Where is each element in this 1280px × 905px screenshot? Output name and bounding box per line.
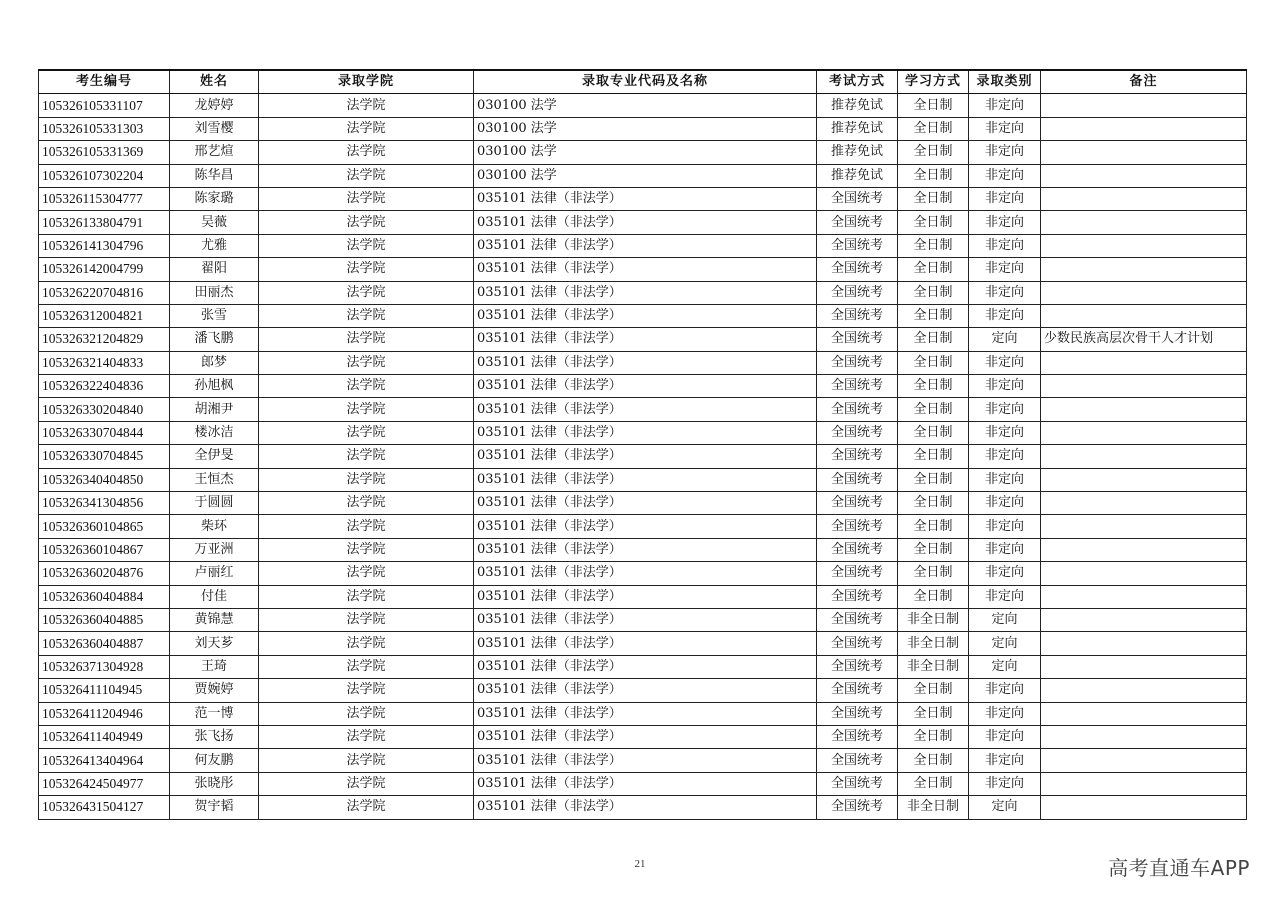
- cell-college: 法学院: [259, 749, 474, 772]
- cell-candidate-id: 105326105331369: [39, 141, 170, 164]
- header-name: 姓名: [170, 70, 259, 94]
- cell-remarks: [1041, 725, 1247, 748]
- cell-major: 035101 法律（非法学）: [474, 445, 817, 468]
- cell-remarks: [1041, 375, 1247, 398]
- admission-table: [38, 69, 1247, 820]
- cell-admission-type: 非定向: [969, 94, 1041, 117]
- cell-name: 贺宇韬: [170, 796, 259, 819]
- cell-study-mode: 全日制: [898, 749, 969, 772]
- table-row: [39, 702, 1247, 725]
- cell-admission-type: 非定向: [969, 375, 1041, 398]
- cell-exam-method: 推荐免试: [817, 141, 898, 164]
- cell-college: 法学院: [259, 492, 474, 515]
- cell-candidate-id: 105326360104865: [39, 515, 170, 538]
- cell-college: 法学院: [259, 117, 474, 140]
- table-row: [39, 608, 1247, 631]
- cell-remarks: [1041, 258, 1247, 281]
- cell-major: 035101 法律（非法学）: [474, 562, 817, 585]
- cell-major: 035101 法律（非法学）: [474, 375, 817, 398]
- cell-exam-method: 全国统考: [817, 304, 898, 327]
- cell-major: 030100 法学: [474, 94, 817, 117]
- cell-admission-type: 非定向: [969, 468, 1041, 491]
- cell-name: 陈华昌: [170, 164, 259, 187]
- cell-admission-type: 非定向: [969, 211, 1041, 234]
- cell-remarks: [1041, 702, 1247, 725]
- cell-admission-type: 非定向: [969, 234, 1041, 257]
- cell-admission-type: 非定向: [969, 187, 1041, 210]
- table-row: [39, 141, 1247, 164]
- cell-study-mode: 全日制: [898, 398, 969, 421]
- header-admission-type: 录取类别: [969, 70, 1041, 94]
- cell-admission-type: 非定向: [969, 492, 1041, 515]
- cell-admission-type: 非定向: [969, 398, 1041, 421]
- cell-exam-method: 全国统考: [817, 281, 898, 304]
- cell-exam-method: 全国统考: [817, 421, 898, 444]
- cell-study-mode: 全日制: [898, 562, 969, 585]
- cell-candidate-id: 105326312004821: [39, 304, 170, 327]
- cell-college: 法学院: [259, 796, 474, 819]
- cell-name: 吴薇: [170, 211, 259, 234]
- watermark-logo-text: 高考直通车APP: [1108, 856, 1250, 880]
- cell-college: 法学院: [259, 375, 474, 398]
- cell-study-mode: 全日制: [898, 117, 969, 140]
- cell-remarks: [1041, 304, 1247, 327]
- cell-remarks: [1041, 117, 1247, 140]
- cell-candidate-id: 105326431504127: [39, 796, 170, 819]
- table-row: [39, 772, 1247, 795]
- table-row: [39, 375, 1247, 398]
- table-row: [39, 796, 1247, 819]
- cell-admission-type: 非定向: [969, 351, 1041, 374]
- cell-exam-method: 全国统考: [817, 655, 898, 678]
- cell-college: 法学院: [259, 328, 474, 351]
- cell-major: 035101 法律（非法学）: [474, 772, 817, 795]
- cell-candidate-id: 105326424504977: [39, 772, 170, 795]
- cell-remarks: [1041, 421, 1247, 444]
- cell-admission-type: 非定向: [969, 772, 1041, 795]
- table-row: [39, 538, 1247, 561]
- cell-name: 黄锦慧: [170, 608, 259, 631]
- header-study-mode: 学习方式: [898, 70, 969, 94]
- cell-candidate-id: 105326322404836: [39, 375, 170, 398]
- cell-remarks: [1041, 585, 1247, 608]
- cell-major: 035101 法律（非法学）: [474, 632, 817, 655]
- cell-remarks: [1041, 632, 1247, 655]
- cell-study-mode: 全日制: [898, 351, 969, 374]
- cell-name: 孙旭枫: [170, 375, 259, 398]
- cell-name: 刘天芗: [170, 632, 259, 655]
- header-remarks: 备注: [1041, 70, 1247, 94]
- cell-candidate-id: 105326115304777: [39, 187, 170, 210]
- cell-candidate-id: 105326360204876: [39, 562, 170, 585]
- header-exam-method: 考试方式: [817, 70, 898, 94]
- cell-name: 龙婷婷: [170, 94, 259, 117]
- cell-college: 法学院: [259, 141, 474, 164]
- table-row: [39, 258, 1247, 281]
- cell-major: 035101 法律（非法学）: [474, 304, 817, 327]
- cell-study-mode: 非全日制: [898, 796, 969, 819]
- cell-college: 法学院: [259, 702, 474, 725]
- cell-exam-method: 全国统考: [817, 398, 898, 421]
- cell-candidate-id: 105326105331303: [39, 117, 170, 140]
- cell-major: 035101 法律（非法学）: [474, 585, 817, 608]
- cell-exam-method: 全国统考: [817, 585, 898, 608]
- cell-name: 楼冰洁: [170, 421, 259, 444]
- table-row: [39, 164, 1247, 187]
- table-row: [39, 211, 1247, 234]
- cell-college: 法学院: [259, 187, 474, 210]
- cell-study-mode: 全日制: [898, 94, 969, 117]
- cell-major: 035101 法律（非法学）: [474, 796, 817, 819]
- table-row: [39, 515, 1247, 538]
- cell-admission-type: 非定向: [969, 725, 1041, 748]
- table-row: [39, 468, 1247, 491]
- cell-admission-type: 非定向: [969, 117, 1041, 140]
- cell-major: 035101 法律（非法学）: [474, 468, 817, 491]
- cell-admission-type: 非定向: [969, 421, 1041, 444]
- cell-study-mode: 非全日制: [898, 632, 969, 655]
- cell-remarks: [1041, 187, 1247, 210]
- cell-study-mode: 全日制: [898, 375, 969, 398]
- cell-remarks: [1041, 281, 1247, 304]
- cell-major: 035101 法律（非法学）: [474, 679, 817, 702]
- table-row: [39, 234, 1247, 257]
- cell-study-mode: 全日制: [898, 515, 969, 538]
- cell-college: 法学院: [259, 211, 474, 234]
- cell-remarks: [1041, 796, 1247, 819]
- cell-study-mode: 全日制: [898, 187, 969, 210]
- cell-study-mode: 全日制: [898, 702, 969, 725]
- cell-major: 035101 法律（非法学）: [474, 234, 817, 257]
- cell-admission-type: 非定向: [969, 515, 1041, 538]
- cell-name: 郎梦: [170, 351, 259, 374]
- cell-candidate-id: 105326340404850: [39, 468, 170, 491]
- table-row: [39, 562, 1247, 585]
- cell-name: 陈家璐: [170, 187, 259, 210]
- cell-remarks: [1041, 772, 1247, 795]
- cell-exam-method: 全国统考: [817, 702, 898, 725]
- cell-admission-type: 非定向: [969, 585, 1041, 608]
- cell-study-mode: 全日制: [898, 234, 969, 257]
- page-number: 21: [634, 858, 646, 870]
- cell-candidate-id: 105326371304928: [39, 655, 170, 678]
- cell-college: 法学院: [259, 655, 474, 678]
- cell-candidate-id: 105326411104945: [39, 679, 170, 702]
- cell-candidate-id: 105326141304796: [39, 234, 170, 257]
- cell-college: 法学院: [259, 421, 474, 444]
- cell-exam-method: 全国统考: [817, 562, 898, 585]
- cell-college: 法学院: [259, 515, 474, 538]
- cell-remarks: [1041, 492, 1247, 515]
- table-row: [39, 585, 1247, 608]
- cell-name: 王恒杰: [170, 468, 259, 491]
- cell-name: 付佳: [170, 585, 259, 608]
- cell-college: 法学院: [259, 304, 474, 327]
- cell-admission-type: 非定向: [969, 281, 1041, 304]
- cell-study-mode: 全日制: [898, 772, 969, 795]
- cell-exam-method: 全国统考: [817, 351, 898, 374]
- cell-remarks: [1041, 679, 1247, 702]
- cell-remarks: [1041, 538, 1247, 561]
- cell-college: 法学院: [259, 234, 474, 257]
- cell-admission-type: 非定向: [969, 749, 1041, 772]
- cell-study-mode: 全日制: [898, 725, 969, 748]
- cell-admission-type: 定向: [969, 608, 1041, 631]
- cell-study-mode: 全日制: [898, 164, 969, 187]
- cell-name: 何友鹏: [170, 749, 259, 772]
- cell-major: 035101 法律（非法学）: [474, 702, 817, 725]
- cell-candidate-id: 105326360404887: [39, 632, 170, 655]
- cell-major: 035101 法律（非法学）: [474, 328, 817, 351]
- cell-exam-method: 推荐免试: [817, 117, 898, 140]
- cell-study-mode: 全日制: [898, 538, 969, 561]
- cell-remarks: [1041, 141, 1247, 164]
- cell-major: 035101 法律（非法学）: [474, 421, 817, 444]
- cell-name: 范一博: [170, 702, 259, 725]
- cell-exam-method: 全国统考: [817, 187, 898, 210]
- cell-admission-type: 非定向: [969, 304, 1041, 327]
- cell-remarks: [1041, 351, 1247, 374]
- cell-admission-type: 非定向: [969, 562, 1041, 585]
- cell-study-mode: 全日制: [898, 421, 969, 444]
- cell-exam-method: 全国统考: [817, 632, 898, 655]
- cell-name: 王琦: [170, 655, 259, 678]
- cell-name: 全伊旻: [170, 445, 259, 468]
- cell-major: 035101 法律（非法学）: [474, 351, 817, 374]
- cell-college: 法学院: [259, 608, 474, 631]
- header-candidate-id: 考生编号: [39, 70, 170, 94]
- table-row: [39, 749, 1247, 772]
- cell-college: 法学院: [259, 258, 474, 281]
- cell-candidate-id: 105326360104867: [39, 538, 170, 561]
- cell-candidate-id: 105326321404833: [39, 351, 170, 374]
- cell-exam-method: 全国统考: [817, 796, 898, 819]
- cell-major: 035101 法律（非法学）: [474, 749, 817, 772]
- admission-table-container: [38, 69, 1246, 820]
- cell-study-mode: 非全日制: [898, 655, 969, 678]
- cell-major: 035101 法律（非法学）: [474, 538, 817, 561]
- cell-college: 法学院: [259, 585, 474, 608]
- cell-study-mode: 全日制: [898, 679, 969, 702]
- cell-name: 于圆圆: [170, 492, 259, 515]
- table-row: [39, 398, 1247, 421]
- cell-college: 法学院: [259, 281, 474, 304]
- cell-major: 035101 法律（非法学）: [474, 515, 817, 538]
- cell-remarks: [1041, 445, 1247, 468]
- cell-major: 035101 法律（非法学）: [474, 398, 817, 421]
- cell-admission-type: 非定向: [969, 141, 1041, 164]
- cell-remarks: [1041, 398, 1247, 421]
- cell-study-mode: 全日制: [898, 492, 969, 515]
- table-header-row: [39, 70, 1247, 94]
- cell-name: 胡湘尹: [170, 398, 259, 421]
- cell-major: 035101 法律（非法学）: [474, 211, 817, 234]
- cell-study-mode: 全日制: [898, 585, 969, 608]
- cell-exam-method: 全国统考: [817, 258, 898, 281]
- cell-major: 035101 法律（非法学）: [474, 258, 817, 281]
- cell-remarks: [1041, 211, 1247, 234]
- cell-candidate-id: 105326105331107: [39, 94, 170, 117]
- cell-candidate-id: 105326411204946: [39, 702, 170, 725]
- cell-major: 030100 法学: [474, 141, 817, 164]
- cell-admission-type: 非定向: [969, 538, 1041, 561]
- cell-major: 035101 法律（非法学）: [474, 725, 817, 748]
- cell-candidate-id: 105326321204829: [39, 328, 170, 351]
- cell-study-mode: 全日制: [898, 445, 969, 468]
- cell-name: 张晓彤: [170, 772, 259, 795]
- cell-candidate-id: 105326142004799: [39, 258, 170, 281]
- table-row: [39, 655, 1247, 678]
- cell-remarks: [1041, 94, 1247, 117]
- cell-candidate-id: 105326330704845: [39, 445, 170, 468]
- cell-admission-type: 定向: [969, 328, 1041, 351]
- table-row: [39, 725, 1247, 748]
- cell-remarks: 少数民族高层次骨干人才计划: [1041, 328, 1247, 351]
- cell-college: 法学院: [259, 725, 474, 748]
- cell-exam-method: 全国统考: [817, 772, 898, 795]
- cell-name: 尤雅: [170, 234, 259, 257]
- cell-candidate-id: 105326220704816: [39, 281, 170, 304]
- cell-name: 万亚洲: [170, 538, 259, 561]
- cell-candidate-id: 105326330204840: [39, 398, 170, 421]
- cell-remarks: [1041, 655, 1247, 678]
- cell-exam-method: 全国统考: [817, 679, 898, 702]
- cell-college: 法学院: [259, 772, 474, 795]
- cell-admission-type: 定向: [969, 796, 1041, 819]
- cell-major: 035101 法律（非法学）: [474, 655, 817, 678]
- table-row: [39, 328, 1247, 351]
- cell-admission-type: 定向: [969, 655, 1041, 678]
- cell-exam-method: 推荐免试: [817, 164, 898, 187]
- header-college: 录取学院: [259, 70, 474, 94]
- cell-exam-method: 全国统考: [817, 538, 898, 561]
- cell-exam-method: 推荐免试: [817, 94, 898, 117]
- cell-remarks: [1041, 164, 1247, 187]
- table-body: [39, 94, 1247, 819]
- cell-candidate-id: 105326341304856: [39, 492, 170, 515]
- cell-admission-type: 非定向: [969, 702, 1041, 725]
- cell-exam-method: 全国统考: [817, 445, 898, 468]
- cell-admission-type: 非定向: [969, 164, 1041, 187]
- cell-major: 030100 法学: [474, 164, 817, 187]
- cell-college: 法学院: [259, 351, 474, 374]
- cell-candidate-id: 105326413404964: [39, 749, 170, 772]
- cell-candidate-id: 105326360404885: [39, 608, 170, 631]
- cell-name: 田丽杰: [170, 281, 259, 304]
- cell-name: 柴环: [170, 515, 259, 538]
- cell-college: 法学院: [259, 679, 474, 702]
- cell-exam-method: 全国统考: [817, 375, 898, 398]
- table-row: [39, 632, 1247, 655]
- cell-exam-method: 全国统考: [817, 608, 898, 631]
- cell-admission-type: 定向: [969, 632, 1041, 655]
- cell-admission-type: 非定向: [969, 679, 1041, 702]
- cell-exam-method: 全国统考: [817, 725, 898, 748]
- cell-college: 法学院: [259, 562, 474, 585]
- cell-major: 030100 法学: [474, 117, 817, 140]
- cell-exam-method: 全国统考: [817, 515, 898, 538]
- cell-remarks: [1041, 468, 1247, 491]
- table-row: [39, 117, 1247, 140]
- cell-name: 翟阳: [170, 258, 259, 281]
- table-row: [39, 304, 1247, 327]
- cell-remarks: [1041, 234, 1247, 257]
- cell-candidate-id: 105326107302204: [39, 164, 170, 187]
- cell-exam-method: 全国统考: [817, 234, 898, 257]
- cell-study-mode: 全日制: [898, 141, 969, 164]
- cell-major: 035101 法律（非法学）: [474, 187, 817, 210]
- cell-remarks: [1041, 562, 1247, 585]
- table-row: [39, 94, 1247, 117]
- cell-exam-method: 全国统考: [817, 749, 898, 772]
- cell-major: 035101 法律（非法学）: [474, 492, 817, 515]
- cell-name: 卢丽红: [170, 562, 259, 585]
- cell-study-mode: 全日制: [898, 328, 969, 351]
- cell-candidate-id: 105326360404884: [39, 585, 170, 608]
- cell-college: 法学院: [259, 398, 474, 421]
- cell-name: 张飞扬: [170, 725, 259, 748]
- cell-study-mode: 全日制: [898, 211, 969, 234]
- table-row: [39, 445, 1247, 468]
- cell-remarks: [1041, 749, 1247, 772]
- cell-college: 法学院: [259, 445, 474, 468]
- cell-major: 035101 法律（非法学）: [474, 281, 817, 304]
- cell-candidate-id: 105326330704844: [39, 421, 170, 444]
- table-row: [39, 421, 1247, 444]
- cell-exam-method: 全国统考: [817, 211, 898, 234]
- table-row: [39, 679, 1247, 702]
- cell-name: 邢艺煊: [170, 141, 259, 164]
- cell-exam-method: 全国统考: [817, 468, 898, 491]
- cell-major: 035101 法律（非法学）: [474, 608, 817, 631]
- cell-name: 贾婉婷: [170, 679, 259, 702]
- cell-study-mode: 全日制: [898, 281, 969, 304]
- cell-name: 刘雪樱: [170, 117, 259, 140]
- table-row: [39, 187, 1247, 210]
- cell-college: 法学院: [259, 164, 474, 187]
- cell-name: 潘飞鹏: [170, 328, 259, 351]
- cell-remarks: [1041, 515, 1247, 538]
- header-major: 录取专业代码及名称: [474, 70, 817, 94]
- cell-study-mode: 全日制: [898, 258, 969, 281]
- cell-admission-type: 非定向: [969, 445, 1041, 468]
- cell-college: 法学院: [259, 94, 474, 117]
- cell-candidate-id: 105326133804791: [39, 211, 170, 234]
- cell-study-mode: 全日制: [898, 304, 969, 327]
- table-row: [39, 492, 1247, 515]
- cell-study-mode: 全日制: [898, 468, 969, 491]
- table-row: [39, 281, 1247, 304]
- cell-college: 法学院: [259, 632, 474, 655]
- cell-study-mode: 非全日制: [898, 608, 969, 631]
- cell-admission-type: 非定向: [969, 258, 1041, 281]
- table-row: [39, 351, 1247, 374]
- cell-exam-method: 全国统考: [817, 492, 898, 515]
- cell-college: 法学院: [259, 538, 474, 561]
- cell-exam-method: 全国统考: [817, 328, 898, 351]
- cell-name: 张雪: [170, 304, 259, 327]
- cell-remarks: [1041, 608, 1247, 631]
- cell-candidate-id: 105326411404949: [39, 725, 170, 748]
- cell-college: 法学院: [259, 468, 474, 491]
